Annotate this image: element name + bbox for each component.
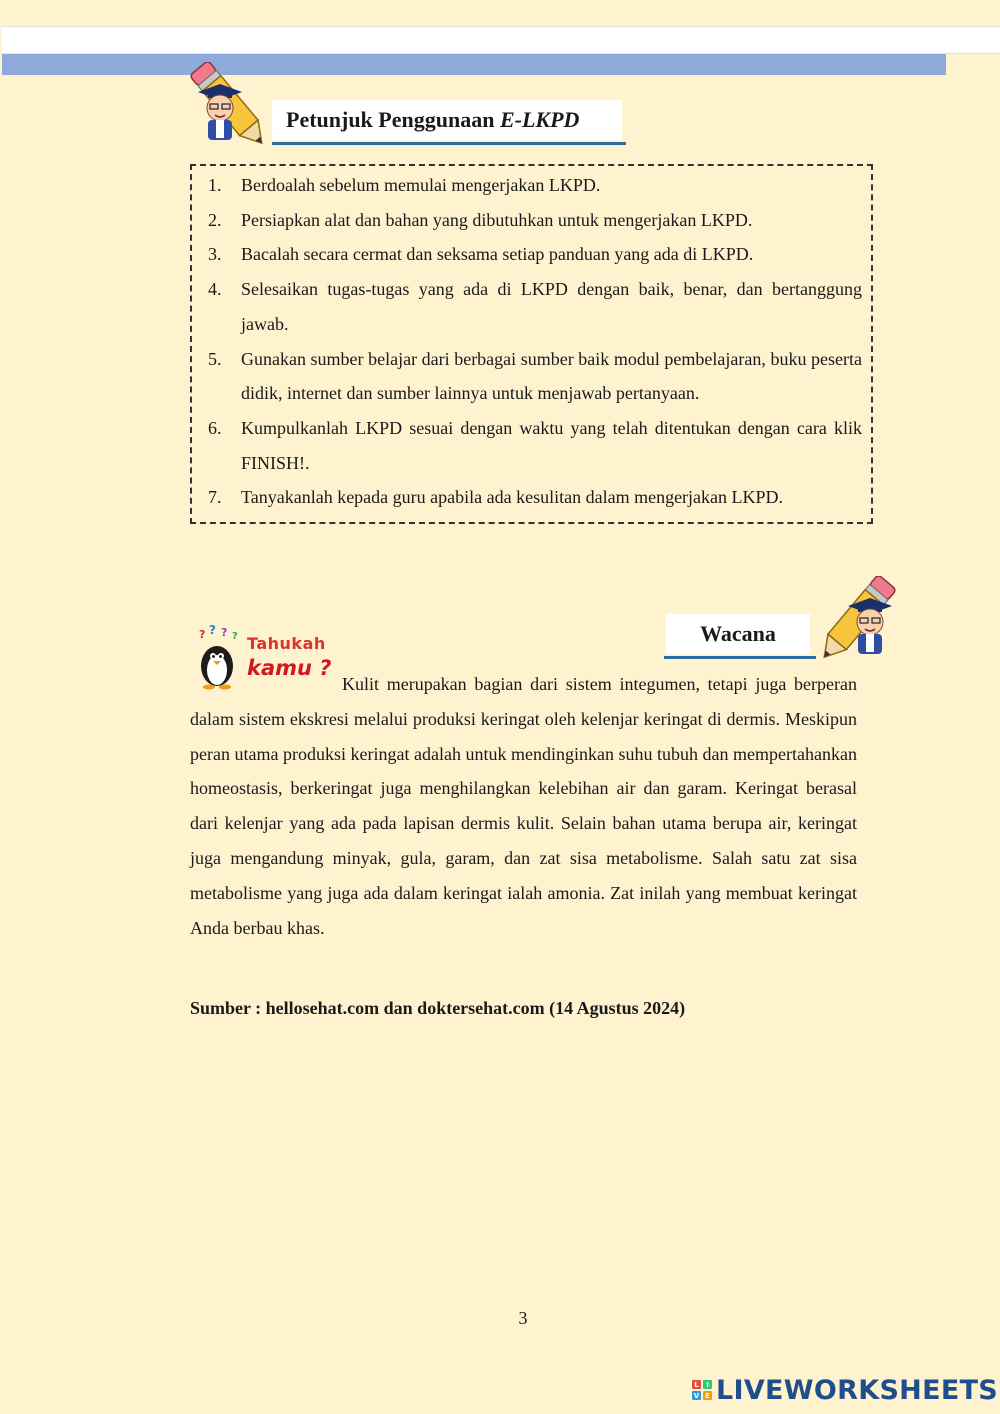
instruction-number: 3.: [208, 244, 222, 265]
instruction-item: [208, 342, 862, 411]
instructions-heading-underline: [272, 142, 626, 145]
svg-text:?: ?: [221, 626, 228, 639]
instruction-text: Persiapkan alat dan bahan yang dibutuhkan untuk mengerjakan LKPD.: [241, 209, 753, 230]
logo-grid-letter: I: [703, 1380, 712, 1389]
pencil-graduate-mascot-icon: [810, 576, 900, 662]
instructions-heading-italic: E-LKPD: [499, 107, 580, 132]
instruction-text: Kumpulkanlah LKPD sesuai dengan waktu yang telah ditentukan dengan cara klik FINISH!.: [241, 417, 862, 473]
instruction-text: Selesaikan tugas-tugas yang ada di LKPD dengan baik, benar, dan bertanggung jawab.: [241, 279, 862, 334]
instruction-item: [208, 480, 862, 515]
liveworksheets-logo: [692, 1374, 998, 1406]
instruction-number: 2.: [208, 209, 222, 230]
tahukah-text: Tahukah: [247, 634, 326, 653]
kamu-text: kamu ?: [247, 656, 332, 680]
instruction-text: Berdoalah sebelum memulai mengerjakan LKPD.: [241, 175, 601, 195]
instructions-list: [208, 168, 862, 515]
header-blue-bar: [2, 54, 946, 75]
instruction-item: [208, 237, 862, 272]
reading-heading-underline: [664, 656, 816, 659]
reading-heading: Wacana: [666, 614, 810, 654]
header-white-band: [2, 26, 1000, 54]
instructions-heading: [272, 100, 622, 140]
logo-grid-letter: E: [703, 1391, 712, 1400]
svg-text:?: ?: [232, 631, 238, 642]
instructions-heading-text: Petunjuk Penggunaan: [286, 107, 500, 132]
instruction-item: [208, 168, 862, 203]
svg-text:?: ?: [209, 624, 216, 637]
logo-grid-letter: L: [692, 1380, 701, 1389]
instruction-text: Tanyakanlah kepada guru apabila ada kesulitan dalam mengerjakan LKPD.: [241, 487, 784, 508]
instruction-number: 6.: [208, 417, 222, 438]
reading-source: Sumber : hellosehat.com dan doktersehat.com (14 Agustus 2024): [190, 998, 686, 1018]
instruction-text: Gunakan sumber belajar dari berbagai sumber baik modul pembelajaran, buku peserta didik, internet dan sumber lainnya untuk menjawab pertanyaan.: [241, 348, 862, 404]
liveworksheets-logo-text: LIVEWORKSHEETS: [716, 1374, 999, 1406]
reading-paragraph: [190, 667, 857, 945]
instruction-number: 1.: [208, 175, 222, 195]
liveworksheets-logo-grid-icon: [692, 1380, 712, 1400]
pencil-graduate-mascot-icon: [186, 62, 276, 148]
instruction-number: 4.: [208, 279, 222, 300]
instruction-item: [208, 411, 862, 480]
instruction-item: [208, 203, 862, 238]
page-number: 3: [518, 1308, 528, 1328]
instruction-text: Bacalah secara cermat dan seksama setiap panduan yang ada di LKPD.: [241, 244, 754, 265]
reading-text: Kulit merupakan bagian dari sistem integumen, tetapi juga berperan dalam sistem ekskresi melalui produksi keringat oleh kelenjar keringat di dermis. Meskipun peran utama produksi keringat adalah untuk mendinginkan suhu tubuh dan mempertahankan homeostasis, berkeringat juga menghilangkan kelebihan air dan garam. Keringat berasal dari kelenjar yang ada pada lapisan dermis kulit. Selain bahan utama berupa air, keringat juga mengandung minyak, gula, garam, dan zat sisa metabolisme. Salah satu zat sisa metabolisme yang juga ada dalam keringat ialah amonia. Zat inilah yang membuat keringat Anda berbau khas.: [190, 674, 857, 938]
instruction-number: 7.: [208, 487, 222, 508]
logo-grid-letter: V: [693, 1391, 700, 1400]
instruction-item: [208, 272, 862, 341]
svg-text:?: ?: [199, 628, 206, 641]
instruction-number: 5.: [208, 348, 222, 369]
